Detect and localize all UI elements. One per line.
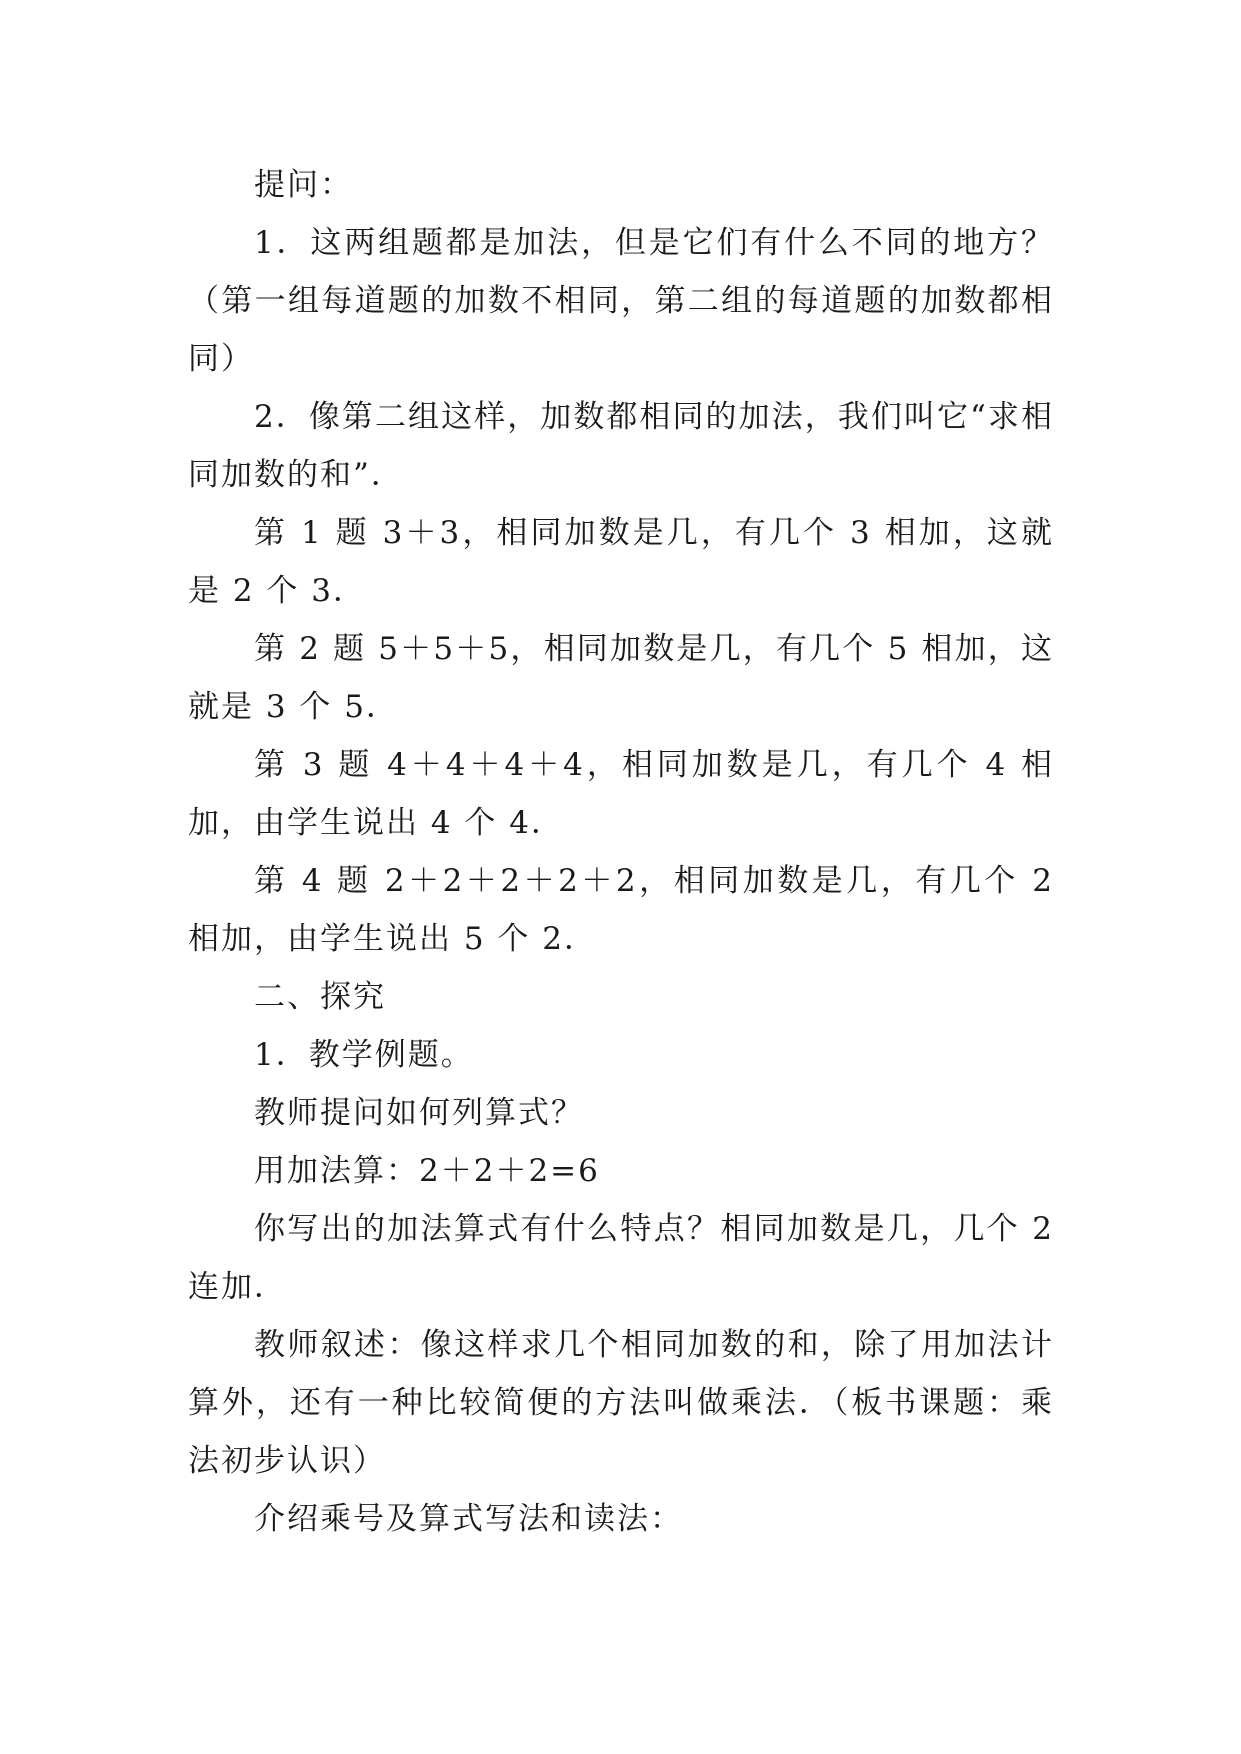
paragraph-question-heading: 提问： xyxy=(254,167,353,203)
paragraph-formula-feature: 你写出的加法算式有什么特点？相同加数是几，几个 2 连加． xyxy=(188,1211,1054,1305)
paragraph-problem-4: 第 4 题 2＋2＋2＋2＋2，相同加数是几，有几个 2 相加，由学生说出 5 个 2． xyxy=(188,863,1054,957)
paragraph-teacher-question: 教师提问如何列算式？ xyxy=(254,1095,584,1131)
paragraph-teacher-narration: 教师叙述：像这样求几个相同加数的和，除了用加法计算外，还有一种比较简便的方法叫做乘法．（板书课题：乘法初步认识） xyxy=(188,1327,1054,1479)
paragraph-question-2: 2．像第二组这样，加数都相同的加法，我们叫它“求相同加数的和”． xyxy=(188,399,1054,493)
paragraph-addition-formula: 用加法算：2＋2＋2=6 xyxy=(254,1153,600,1189)
paragraph-problem-3: 第 3 题 4＋4＋4＋4，相同加数是几，有几个 4 相加，由学生说出 4 个 4． xyxy=(188,747,1054,841)
paragraph-question-1: 1．这两组题都是加法，但是它们有什么不同的地方？（第一组每道题的加数不相同，第二组的每道题的加数都相同） xyxy=(188,225,1054,377)
paragraph-problem-2: 第 2 题 5＋5＋5，相同加数是几，有几个 5 相加，这就是 3 个 5． xyxy=(188,631,1054,725)
document-body xyxy=(188,156,1054,1548)
section-heading-explore: 二、探究 xyxy=(254,979,386,1015)
paragraph-problem-1: 第 1 题 3＋3，相同加数是几，有几个 3 相加，这就是 2 个 3． xyxy=(188,515,1054,609)
paragraph-multiplication-intro: 介绍乘号及算式写法和读法： xyxy=(254,1501,683,1537)
paragraph-teach-example: 1．教学例题。 xyxy=(254,1037,474,1073)
